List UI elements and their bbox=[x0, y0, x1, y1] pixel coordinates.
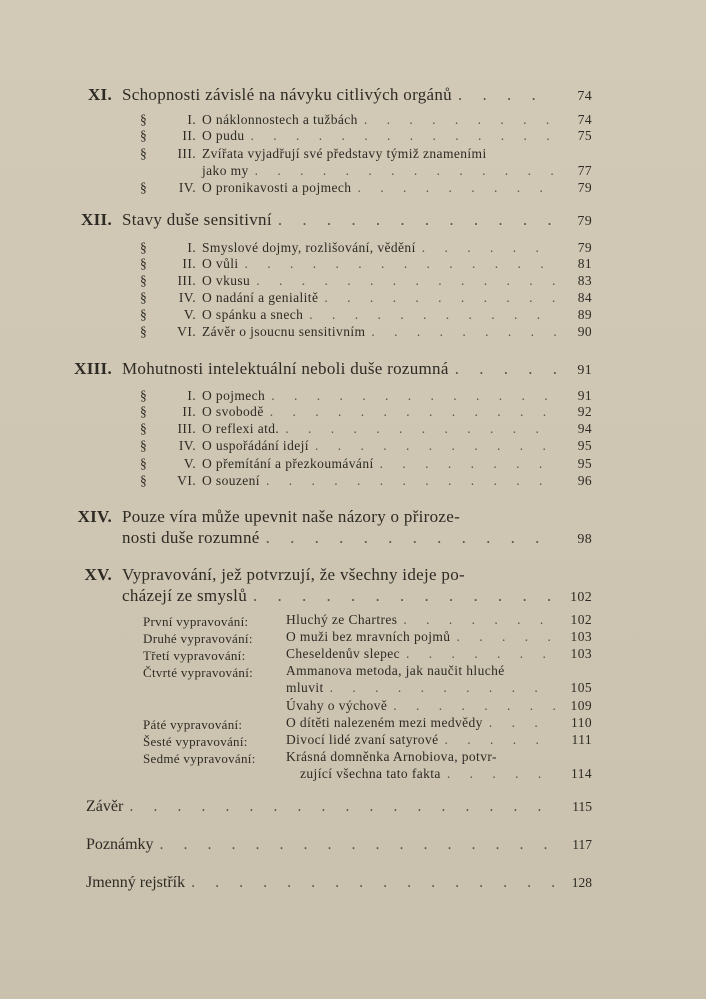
chapter-xiv-cont: nosti duše rozumné . . . 98 bbox=[122, 528, 592, 548]
section-title: O pojmech bbox=[202, 388, 266, 403]
chapter-title: Vypravování, jež potvrzují, že všechny ideje po- bbox=[122, 565, 465, 584]
chapter-title: Stavy duše sensitivní bbox=[122, 210, 272, 229]
chapter-number: XIII. bbox=[74, 359, 112, 378]
narrative-label: Čtvrté vypravování: bbox=[143, 665, 254, 680]
section-row: § V. O přemítání a přezkoumávání . . . 95 bbox=[140, 456, 592, 472]
narrative-row-cont: mluvit . . . 105 bbox=[286, 680, 592, 696]
narrative-row: Cheseldenův slepec . . . 103 bbox=[286, 646, 592, 662]
narrative-row: Hluchý ze Chartres . . . 102 bbox=[286, 612, 592, 628]
chapter-xiii: XIII. Mohutnosti intelektuální neboli duše rozumná . . . 91 bbox=[50, 359, 592, 379]
section-title: O náklonnostech a tužbách bbox=[202, 112, 358, 127]
section-row: § IV. O pronikavosti a pojmech . . . 79 bbox=[140, 180, 592, 196]
narrative-label: Druhé vypravování: bbox=[143, 631, 253, 646]
narrative-label: První vypravování: bbox=[143, 614, 249, 629]
section-title: O souzení bbox=[202, 473, 260, 488]
narrative-row-cont: zující všechna tato fakta . . . 114 bbox=[300, 766, 592, 782]
section-row: § I. Smyslové dojmy, rozlišování, vědění . . . 79 bbox=[140, 240, 592, 256]
section-title: O vkusu bbox=[202, 273, 251, 288]
section-title: O nadání a genialitě bbox=[202, 290, 319, 305]
section-title: O uspořádání idejí bbox=[202, 438, 309, 453]
chapter-title: Mohutnosti intelektuální neboli duše rozumná bbox=[122, 359, 449, 378]
chapter-number: XV. bbox=[84, 565, 112, 584]
section-row: § III. Zvířata vyjadřují své představy týmiž znameními bbox=[140, 146, 487, 161]
section-row: § II. O vůli . . . 81 bbox=[140, 256, 592, 272]
narrative-row: O muži bez mravních pojmů . . . 103 bbox=[286, 629, 592, 645]
chapter-title: Pouze víra může upevnit naše názory o přiroze- bbox=[122, 507, 461, 526]
chapter-xi bbox=[50, 85, 592, 105]
chapter-xiv bbox=[50, 507, 592, 527]
narrative-row: Úvahy o výchově . . . 109 bbox=[286, 698, 592, 714]
section-title: O pudu bbox=[202, 128, 245, 143]
section-row: § I. O pojmech . . . 91 bbox=[140, 388, 592, 404]
leader-dots bbox=[458, 85, 556, 105]
section-title: O svobodě bbox=[202, 404, 264, 419]
section-row: § VI. O souzení . . . 96 bbox=[140, 473, 592, 489]
section-title: Závěr o jsoucnu sensitivním bbox=[202, 324, 366, 339]
section-title: O přemítání a přezkoumávání bbox=[202, 456, 374, 471]
chapter-title-cont: nosti duše rozumné bbox=[122, 528, 260, 547]
section-row: § VI. Závěr o jsoucnu sensitivním . . . 90 bbox=[140, 324, 592, 340]
section-title: O pronikavosti a pojmech bbox=[202, 180, 352, 195]
section-title: O vůli bbox=[202, 256, 239, 271]
section-title: Zvířata vyjadřují své představy týmiž znameními bbox=[202, 146, 487, 161]
narrative-label: Šesté vypravování: bbox=[143, 734, 248, 749]
section-row: § II. O svobodě . . . 92 bbox=[140, 404, 592, 420]
section-row-cont: jako my . . . 77 bbox=[202, 163, 592, 179]
narrative-row: Krásná domněnka Arnobiova, potvr- bbox=[286, 749, 497, 764]
chapter-xii: XII. Stavy duše sensitivní . . . 79 bbox=[50, 210, 592, 230]
narrative-label: Sedmé vypravování: bbox=[143, 751, 256, 766]
section-row: § I. O náklonnostech a tužbách . . . 74 bbox=[140, 112, 592, 128]
narrative-label: Páté vypravování: bbox=[143, 717, 243, 732]
page-number: 74 bbox=[577, 89, 592, 104]
section-row: § III. O vkusu . . . 83 bbox=[140, 273, 592, 289]
section-title: Smyslové dojmy, rozlišování, vědění bbox=[202, 240, 416, 255]
chapter-xv-cont: cházejí ze smyslů . . . 102 bbox=[122, 586, 592, 606]
section-row: § IV. O nadání a genialitě . . . 84 bbox=[140, 290, 592, 306]
section-row: § II. O pudu . . . 75 bbox=[140, 128, 592, 144]
chapter-number: XII. bbox=[81, 210, 112, 229]
end-item-conclusion: Závěr . . . 115 bbox=[86, 798, 592, 816]
end-item-notes: Poznámky . . . 117 bbox=[86, 836, 592, 854]
chapter-title: Schopnosti závislé na návyku citlivých orgánů bbox=[122, 85, 452, 104]
section-row: § III. O reflexi atd. . . . 94 bbox=[140, 421, 592, 437]
chapter-title-cont: cházejí ze smyslů bbox=[122, 586, 247, 605]
chapter-xv bbox=[50, 565, 592, 585]
chapter-number: XI. bbox=[87, 85, 112, 104]
end-item-index: Jmenný rejstřík . . . 128 bbox=[86, 874, 592, 892]
narrative-label: Třetí vypravování: bbox=[143, 648, 246, 663]
section-row: § IV. O uspořádání idejí . . . 95 bbox=[140, 438, 592, 454]
narrative-row: O dítěti nalezeném mezi medvědy . . . 110 bbox=[286, 715, 592, 731]
narrative-row: Divocí lidé zvaní satyrové . . . 111 bbox=[286, 732, 592, 748]
section-title: O reflexi atd. bbox=[202, 421, 280, 436]
narrative-row: Ammanova metoda, jak naučit hluché bbox=[286, 663, 505, 678]
section-row: § V. O spánku a snech . . . 89 bbox=[140, 307, 592, 323]
section-title: O spánku a snech bbox=[202, 307, 304, 322]
section-title-cont: jako my bbox=[202, 163, 249, 178]
chapter-number: XIV. bbox=[77, 507, 112, 526]
